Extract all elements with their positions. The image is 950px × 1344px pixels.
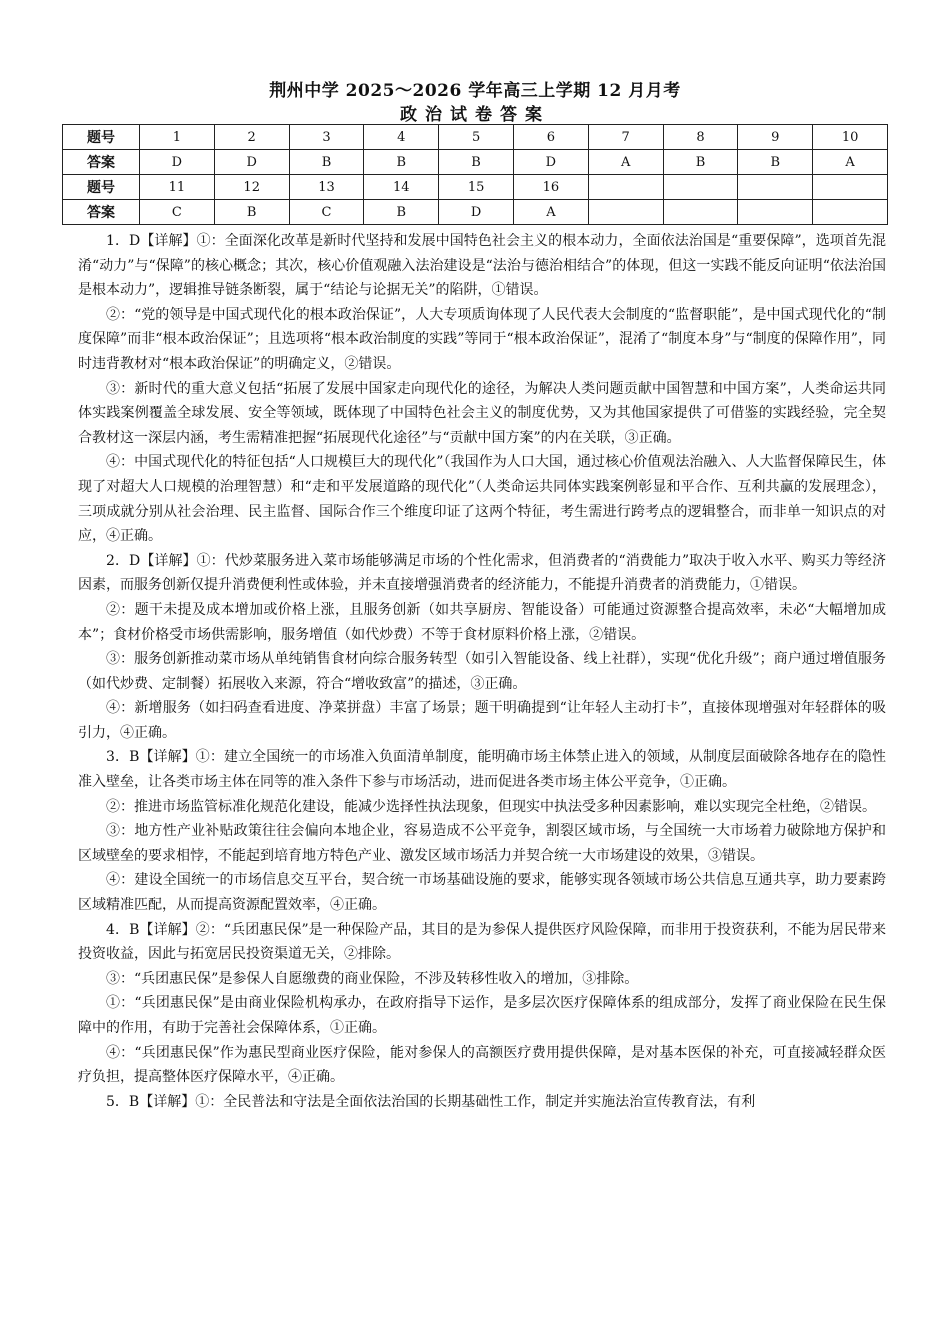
explanation-paragraph: ③：地方性产业补贴政策往往会偏向本地企业，容易造成不公平竞争，割裂区域市场，与全国统一大市场着力破除地方保护和区域壁垒的要求相悖，不能起到培育地方特色产业、激发区域市场活力并契合统一大市场建设的效果，③错误。 [78, 823, 886, 864]
row-label: 题号 [63, 125, 140, 150]
question-number: 16 [513, 175, 588, 200]
explanation-paragraph: 4．B【详解】②：“兵团惠民保”是一种保险产品，其目的是为参保人提供医疗风险保障，而非用于投资获利，不能为居民带来投资收益，因此与拓宽居民投资渠道无关，②排除。 [78, 921, 886, 963]
explanation-paragraph: ④：建设全国统一的市场信息交互平台，契合统一市场基础设施的要求，能够实现各领域市场公共信息互通共享，助力要素跨区域精准匹配，从而提高资源配置效率，④正确。 [78, 872, 886, 914]
answer-cell [663, 200, 738, 225]
answer-cell: C [140, 200, 215, 225]
table-row [63, 125, 888, 150]
answer-cell: B [663, 150, 738, 175]
answer-cell: D [439, 200, 514, 225]
question-number: 8 [663, 125, 738, 150]
explanation-paragraph: 1．D【详解】①：全面深化改革是新时代坚持和发展中国特色社会主义的根本动力，全面依法治国是“重要保障”，选项首先混淆“动力”与“保障”的核心概念；其次，核心价值观融入法治建设是“法治与德治相结合”的体现，但这一实践不能反向证明“依法治国是根本动力”，逻辑推导链条断裂，属于“结论与论据无关”的陷阱，①错误。 [78, 233, 886, 299]
question-number: 12 [214, 175, 289, 200]
explanation-paragraph: 5．B【详解】①：全民普法和守法是全面依法治国的长期基础性工作，制定并实施法治宣传教育法，有利 [106, 1093, 756, 1110]
explanation-paragraph: ②：推进市场监管标准化规范化建设，能减少选择性执法现象，但现实中执法受多种因素影响，难以实现完全杜绝，②错误。 [106, 798, 876, 815]
explanation-paragraph: ①：“兵团惠民保”是由商业保险机构承办，在政府指导下运作，是多层次医疗保障体系的组成部分，发挥了商业保险在民生保障中的作用，有助于完善社会保障体系，①正确。 [78, 995, 886, 1036]
answer-cell [588, 200, 663, 225]
explanation-paragraph: ②：“党的领导是中国式现代化的根本政治保证”，人大专项质询体现了人民代表大会制度的“监督职能”，是中国式现代化的“制度保障”而非“根本政治保证”；且选项将“根本政治制度的实践”等同于“根本政治保证”，混淆了“制度本身”与“制度的保障作用”，同时违背教材对“根本政治保证”的明确定义，②错误。 [78, 306, 886, 372]
row-label: 答案 [63, 150, 140, 175]
table-row [63, 175, 888, 200]
question-number: 9 [738, 125, 813, 150]
question-number: 10 [813, 125, 888, 150]
answer-cell: B [364, 200, 439, 225]
answer-cell: B [439, 150, 514, 175]
explanation-paragraph: 2．D【详解】①：代炒菜服务进入菜市场能够满足市场的个性化需求，但消费者的“消费能力”取决于收入水平、购买力等经济因素，而服务创新仅提升消费便利性或体验，并未直接增强消费者的经济能力，不能提升消费者的消费能力，①错误。 [78, 552, 886, 594]
question-number: 11 [140, 175, 215, 200]
answer-cell: A [588, 150, 663, 175]
answer-cell: D [214, 150, 289, 175]
question-number: 14 [364, 175, 439, 200]
answer-cell: B [738, 150, 813, 175]
question-number: 7 [588, 125, 663, 150]
question-number: 6 [513, 125, 588, 150]
question-number [813, 175, 888, 200]
explanation-paragraph: ②：题干未提及成本增加或价格上涨，且服务创新（如共享厨房、智能设备）可能通过资源整合提高效率，未必“大幅增加成本”；食材价格受市场供需影响，服务增值（如代炒费）不等于食材原料价格上涨，②错误。 [78, 601, 886, 643]
question-number: 15 [439, 175, 514, 200]
question-number: 2 [214, 125, 289, 150]
table-row [63, 200, 888, 225]
question-number: 4 [364, 125, 439, 150]
row-label: 答案 [63, 200, 140, 225]
explanation-paragraph: ④：“兵团惠民保”作为惠民型商业医疗保险，能对参保人的高额医疗费用提供保障，是对基本医保的补充，可直接减轻群众医疗负担，提高整体医疗保障水平，④正确。 [78, 1044, 886, 1086]
answer-cell: B [364, 150, 439, 175]
answer-cell [738, 200, 813, 225]
explanation-paragraph: ④：中国式现代化的特征包括“人口规模巨大的现代化”（我国作为人口大国，通过核心价值观法治融入、人大监督保障民生，体现了对超大人口规模的治理智慧）和“走和平发展道路的现代化”（人类命运共同体实践案例彰显和平合作、互利共赢的发展理念），三项成就分别从社会治理、民主监督、国际合作三个维度印证了这两个特征，考生需进行跨考点的逻辑整合，而非单一知识点的对应，④正确。 [78, 454, 886, 545]
answer-cell: A [813, 150, 888, 175]
answer-table [62, 124, 888, 225]
explanation-paragraph: 3．B【详解】①：建立全国统一的市场准入负面清单制度，能明确市场主体禁止进入的领域，从制度层面破除各地存在的隐性准入壁垒，让各类市场主体在同等的准入条件下参与市场活动，进而促进各类市场主体公平竞争，①正确。 [78, 749, 886, 791]
explanation-paragraph: ③：服务创新推动菜市场从单纯销售食材向综合服务转型（如引入智能设备、线上社群），实现“优化升级”；商户通过增值服务（如代炒费、定制餐）拓展收入来源，符合“增收致富”的描述，③正确。 [78, 651, 886, 692]
table-row [63, 150, 888, 175]
question-number: 1 [140, 125, 215, 150]
answer-cell: D [140, 150, 215, 175]
answer-cell: A [513, 200, 588, 225]
explanation-paragraph: ④：新增服务（如扫码查看进度、净菜拼盘）丰富了场景；题干明确提到“让年轻人主动打卡”，直接体现增强对年轻群体的吸引力，④正确。 [78, 700, 886, 741]
question-number [738, 175, 813, 200]
page-title: 荆州中学 2025～2026 学年高三上学期 12 月月考 [269, 81, 681, 101]
explanation-body [78, 229, 886, 1114]
question-number [588, 175, 663, 200]
question-number: 3 [289, 125, 364, 150]
answer-cell: B [289, 150, 364, 175]
question-number: 5 [439, 125, 514, 150]
answer-cell [813, 200, 888, 225]
explanation-paragraph: ③：“兵团惠民保”是参保人自愿缴费的商业保险，不涉及转移性收入的增加，③排除。 [106, 970, 639, 987]
question-number [663, 175, 738, 200]
answer-cell: D [513, 150, 588, 175]
question-number: 13 [289, 175, 364, 200]
answer-cell: C [289, 200, 364, 225]
row-label: 题号 [63, 175, 140, 200]
answer-cell: B [214, 200, 289, 225]
page-subtitle: 政治试卷答案 [400, 105, 550, 125]
explanation-paragraph: ③：新时代的重大意义包括“拓展了发展中国家走向现代化的途径，为解决人类问题贡献中国智慧和中国方案”，人类命运共同体实践案例覆盖全球发展、安全等领域，既体现了中国特色社会主义的制度优势，又为其他国家提供了可借鉴的实践经验，完全契合教材这一深层内涵，考生需精准把握“拓展现代化途径”与“贡献中国方案”的内在关联，③正确。 [78, 380, 886, 446]
